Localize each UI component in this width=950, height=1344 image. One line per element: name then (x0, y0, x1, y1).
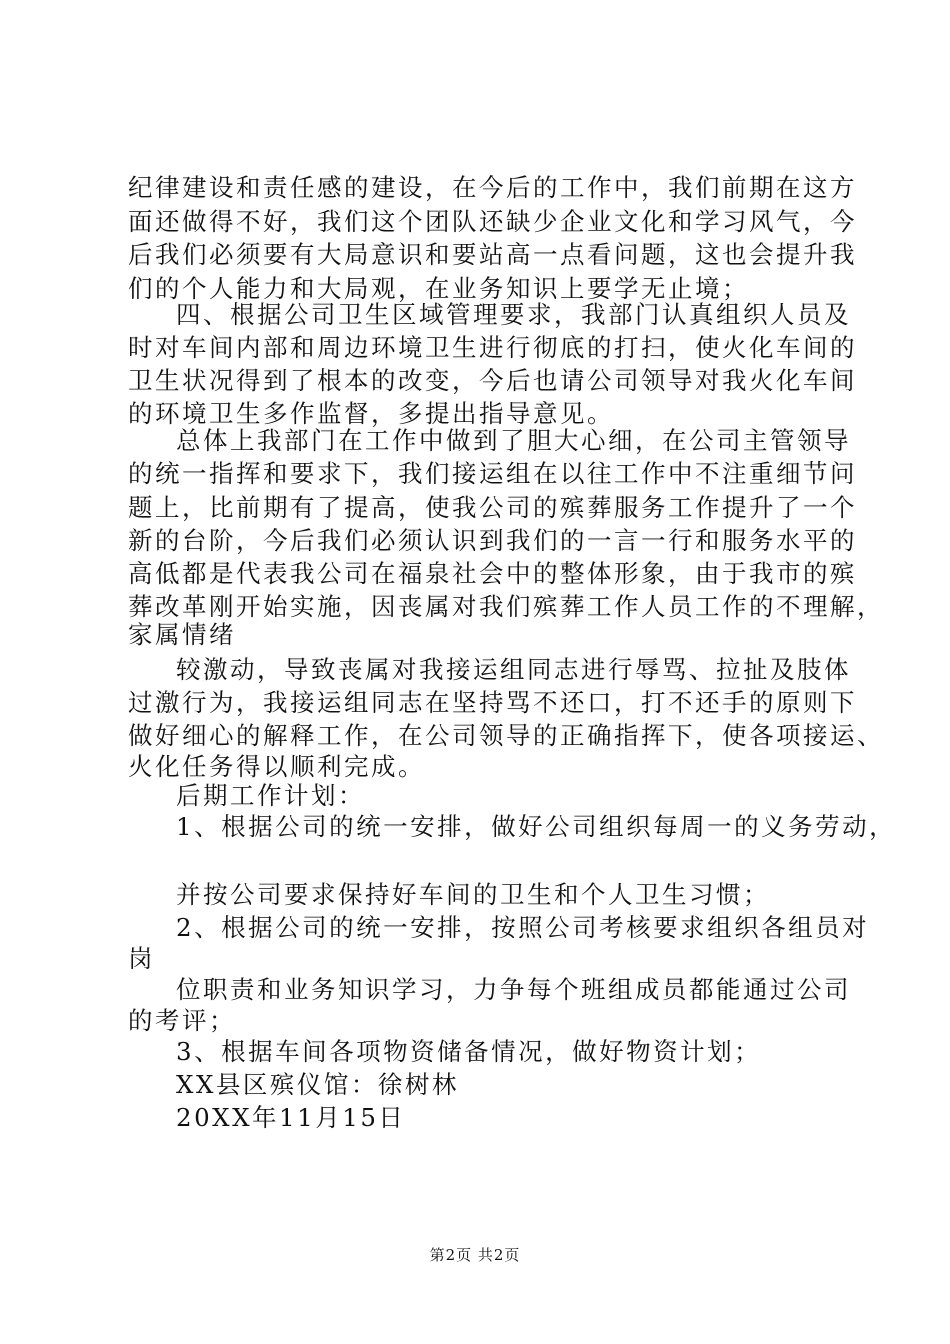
body-line: 1、根据公司的统一安排，做好公司组织每周一的义务劳动， (176, 812, 897, 841)
body-line: 2、根据公司的统一安排，按照公司考核要求组织各组员对 (176, 913, 870, 942)
body-line: 火化任务得以顺利完成。 (128, 752, 425, 781)
body-line: 的考评； (128, 1006, 236, 1035)
body-line: 位职责和业务知识学习，力争每个班组成员都能通过公司 (176, 975, 851, 1004)
date-line: 20XX年11月15日 (176, 1103, 406, 1132)
body-line: 并按公司要求保持好车间的卫生和个人卫生习惯； (176, 880, 770, 909)
body-line: 做好细心的解释工作，在公司领导的正确指挥下，使各项接运、 (128, 721, 884, 750)
body-line: 卫生状况得到了根本的改变，今后也请公司领导对我火化车间 (128, 366, 857, 395)
body-line: 时对车间内部和周边环境卫生进行彻底的打扫，使火化车间的 (128, 333, 857, 362)
body-line: 高低都是代表我公司在福泉社会中的整体形象，由于我市的殡 (128, 559, 857, 588)
body-line: 的环境卫生多作监督，多提出指导意见。 (128, 399, 614, 428)
body-line: 家属情绪 (128, 620, 236, 649)
body-line: 们的个人能力和大局观，在业务知识上要学无止境； (128, 274, 749, 303)
body-line: 面还做得不好，我们这个团队还缺少企业文化和学习风气，今 (128, 207, 857, 236)
body-line: 后期工作计划： (176, 781, 365, 810)
body-line: 岗 (128, 944, 155, 973)
page-number-footer: 第2页 共2页 (429, 1246, 521, 1264)
body-line: 纪律建设和责任感的建设，在今后的工作中，我们前期在这方 (128, 173, 857, 202)
body-line: 过激行为，我接运组同志在坚持骂不还口，打不还手的原则下 (128, 688, 857, 717)
body-line: 四、根据公司卫生区域管理要求，我部门认真组织人员及 (176, 300, 851, 329)
signature-line: XX县区殡仪馆：徐树林 (176, 1070, 459, 1099)
body-line: 葬改革刚开始实施，因丧属对我们殡葬工作人员工作的不理解， (128, 592, 884, 621)
body-line: 3、根据车间各项物资储备情况，做好物资计划； (176, 1037, 762, 1066)
body-line: 题上，比前期有了提高，使我公司的殡葬服务工作提升了一个 (128, 493, 857, 522)
body-line: 较激动，导致丧属对我接运组同志进行辱骂、拉扯及肢体 (176, 655, 851, 684)
body-line: 的统一指挥和要求下，我们接运组在以往工作中不注重细节问 (128, 459, 857, 488)
body-line: 新的台阶，今后我们必须认识到我们的一言一行和服务水平的 (128, 526, 857, 555)
body-line: 后我们必须要有大局意识和要站高一点看问题，这也会提升我 (128, 240, 857, 269)
body-line: 总体上我部门在工作中做到了胆大心细，在公司主管领导 (176, 426, 851, 455)
